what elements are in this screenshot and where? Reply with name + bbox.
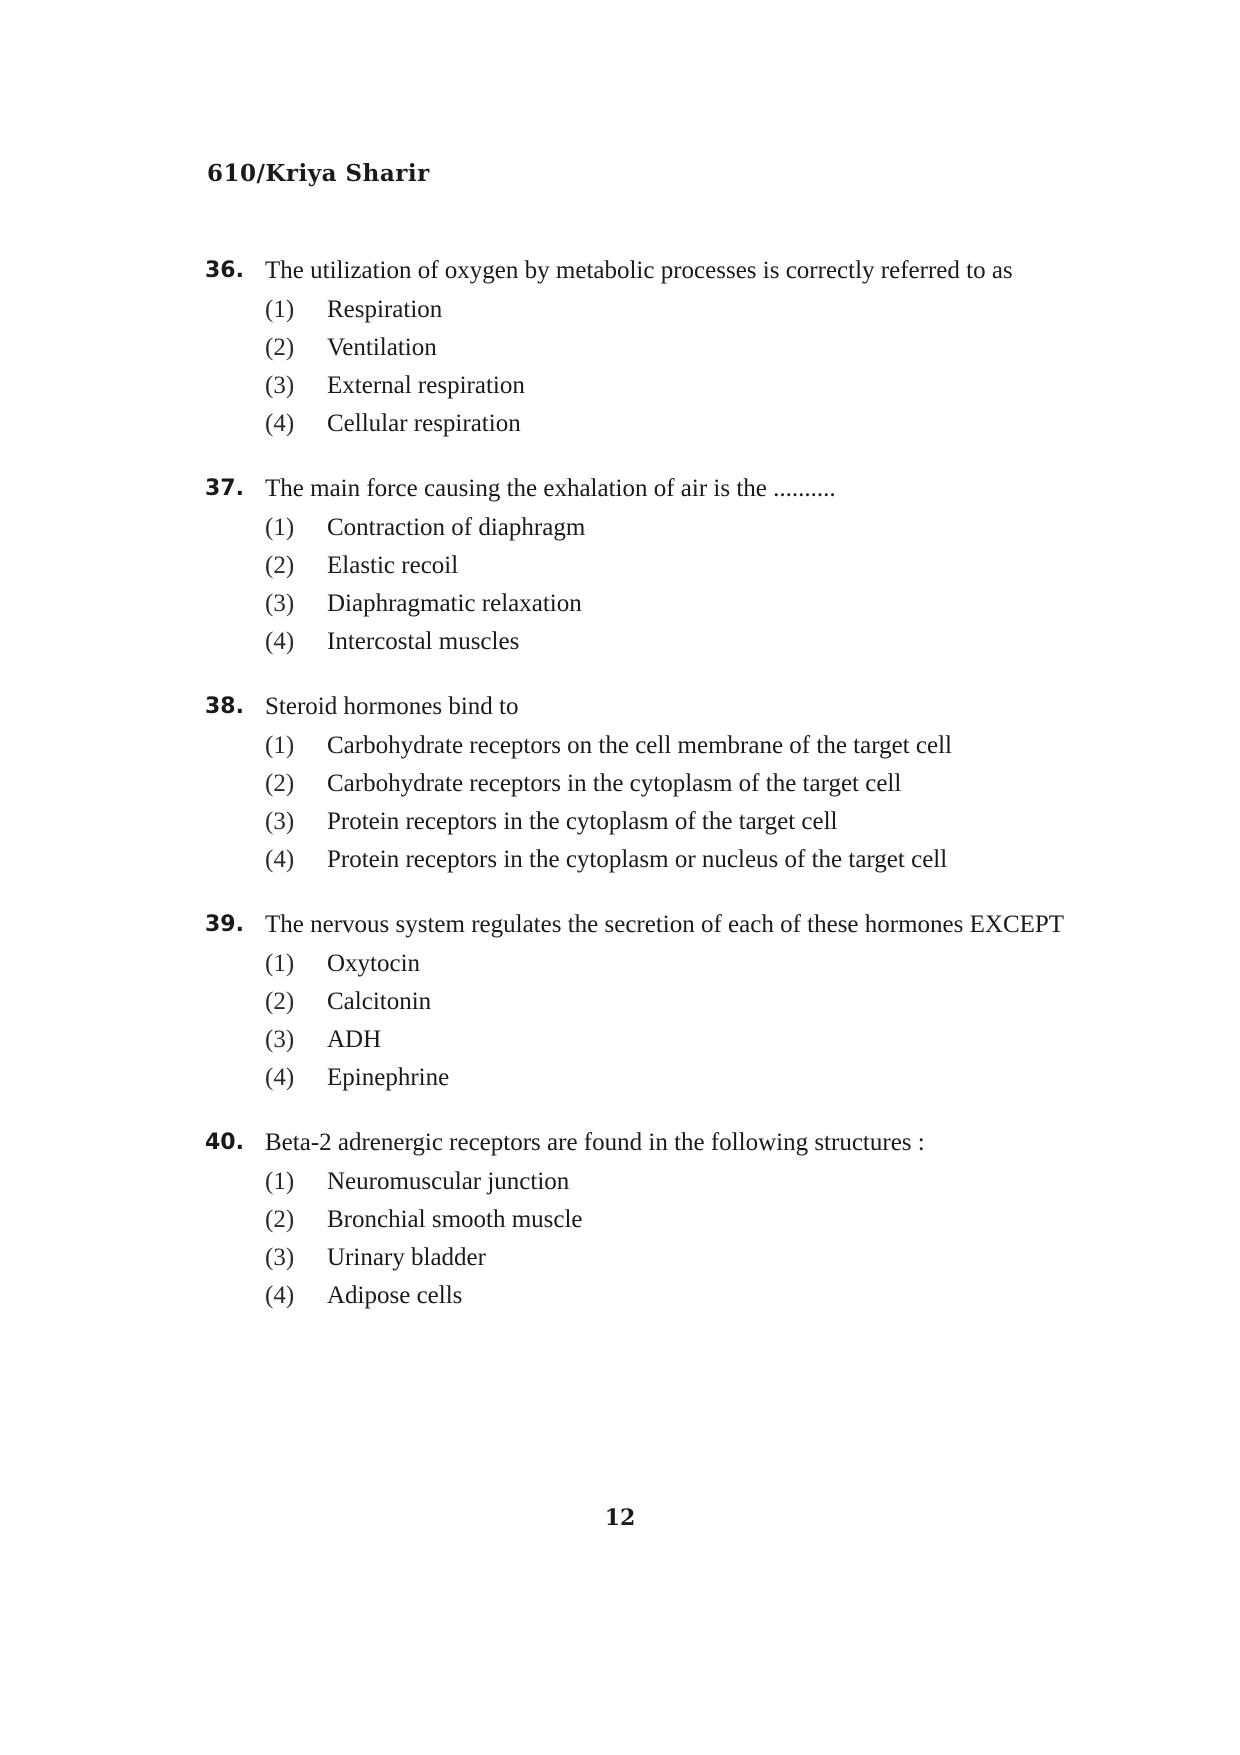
question-number: 36. xyxy=(205,258,244,283)
option-item xyxy=(265,329,1125,367)
question-number: 37. xyxy=(205,476,244,501)
option-number: (1) xyxy=(265,296,295,323)
option-text: Ventilation xyxy=(327,334,437,361)
option-list xyxy=(265,1163,1125,1315)
question-39 xyxy=(205,909,1125,1097)
option-item xyxy=(265,841,1125,879)
option-item xyxy=(265,367,1125,405)
page-header-title: 610/Kriya Sharir xyxy=(207,160,430,187)
option-item xyxy=(265,291,1125,329)
option-number: (1) xyxy=(265,1168,295,1195)
option-list xyxy=(265,945,1125,1097)
option-item xyxy=(265,803,1125,841)
option-text: Protein receptors in the cytoplasm of the target cell xyxy=(327,808,838,835)
option-item xyxy=(265,1239,1125,1277)
option-number: (3) xyxy=(265,1244,295,1271)
option-item xyxy=(265,1059,1125,1097)
option-text: Urinary bladder xyxy=(327,1244,486,1271)
option-number: (4) xyxy=(265,410,295,437)
question-text: The nervous system regulates the secretion of each of these hormones EXCEPT xyxy=(265,911,1065,938)
option-item xyxy=(265,1201,1125,1239)
option-number: (2) xyxy=(265,988,295,1015)
option-item xyxy=(265,509,1125,547)
option-number: (4) xyxy=(265,1282,295,1309)
option-number: (1) xyxy=(265,950,295,977)
option-text: Calcitonin xyxy=(327,988,432,1015)
option-text: Oxytocin xyxy=(327,950,421,977)
option-item xyxy=(265,405,1125,443)
option-number: (3) xyxy=(265,590,295,617)
question-38 xyxy=(205,691,1125,879)
option-text: Intercostal muscles xyxy=(327,628,520,655)
option-text: Carbohydrate receptors on the cell membrane of the target cell xyxy=(327,732,952,759)
option-number: (1) xyxy=(265,732,295,759)
page-number: 12 xyxy=(604,1505,636,1531)
question-36 xyxy=(205,255,1125,443)
question-text: The utilization of oxygen by metabolic processes is correctly referred to as xyxy=(265,257,1013,284)
option-number: (4) xyxy=(265,628,295,655)
option-number: (2) xyxy=(265,1206,295,1233)
question-40 xyxy=(205,1127,1125,1315)
question-text: The main force causing the exhalation of air is the .......... xyxy=(265,475,836,502)
option-number: (1) xyxy=(265,514,295,541)
option-item xyxy=(265,623,1125,661)
option-text: Contraction of diaphragm xyxy=(327,514,586,541)
option-number: (2) xyxy=(265,334,295,361)
option-text: Carbohydrate receptors in the cytoplasm of the target cell xyxy=(327,770,902,797)
option-item xyxy=(265,765,1125,803)
option-text: Respiration xyxy=(327,296,443,323)
option-item xyxy=(265,1277,1125,1315)
option-number: (2) xyxy=(265,770,295,797)
option-number: (3) xyxy=(265,808,295,835)
option-text: Protein receptors in the cytoplasm or nucleus of the target cell xyxy=(327,846,948,873)
option-number: (3) xyxy=(265,372,295,399)
option-list xyxy=(265,291,1125,443)
option-item xyxy=(265,585,1125,623)
option-item xyxy=(265,1163,1125,1201)
option-number: (2) xyxy=(265,552,295,579)
question-list xyxy=(205,255,1125,1345)
option-text: Adipose cells xyxy=(327,1282,463,1309)
option-list xyxy=(265,727,1125,879)
option-item xyxy=(265,945,1125,983)
question-text: Beta-2 adrenergic receptors are found in the following structures : xyxy=(265,1129,925,1156)
option-number: (4) xyxy=(265,846,295,873)
option-item xyxy=(265,1021,1125,1059)
option-text: Neuromuscular junction xyxy=(327,1168,570,1195)
option-text: External respiration xyxy=(327,372,525,399)
option-number: (3) xyxy=(265,1026,295,1053)
option-number: (4) xyxy=(265,1064,295,1091)
option-item xyxy=(265,983,1125,1021)
question-text: Steroid hormones bind to xyxy=(265,693,519,720)
question-37 xyxy=(205,473,1125,661)
option-text: ADH xyxy=(327,1026,382,1053)
option-text: Diaphragmatic relaxation xyxy=(327,590,582,617)
question-number: 40. xyxy=(205,1130,244,1155)
option-item xyxy=(265,547,1125,585)
option-item xyxy=(265,727,1125,765)
question-number: 39. xyxy=(205,912,244,937)
option-text: Bronchial smooth muscle xyxy=(327,1206,583,1233)
option-text: Cellular respiration xyxy=(327,410,521,437)
option-list xyxy=(265,509,1125,661)
question-number: 38. xyxy=(205,694,244,719)
option-text: Elastic recoil xyxy=(327,552,459,579)
option-text: Epinephrine xyxy=(327,1064,450,1091)
